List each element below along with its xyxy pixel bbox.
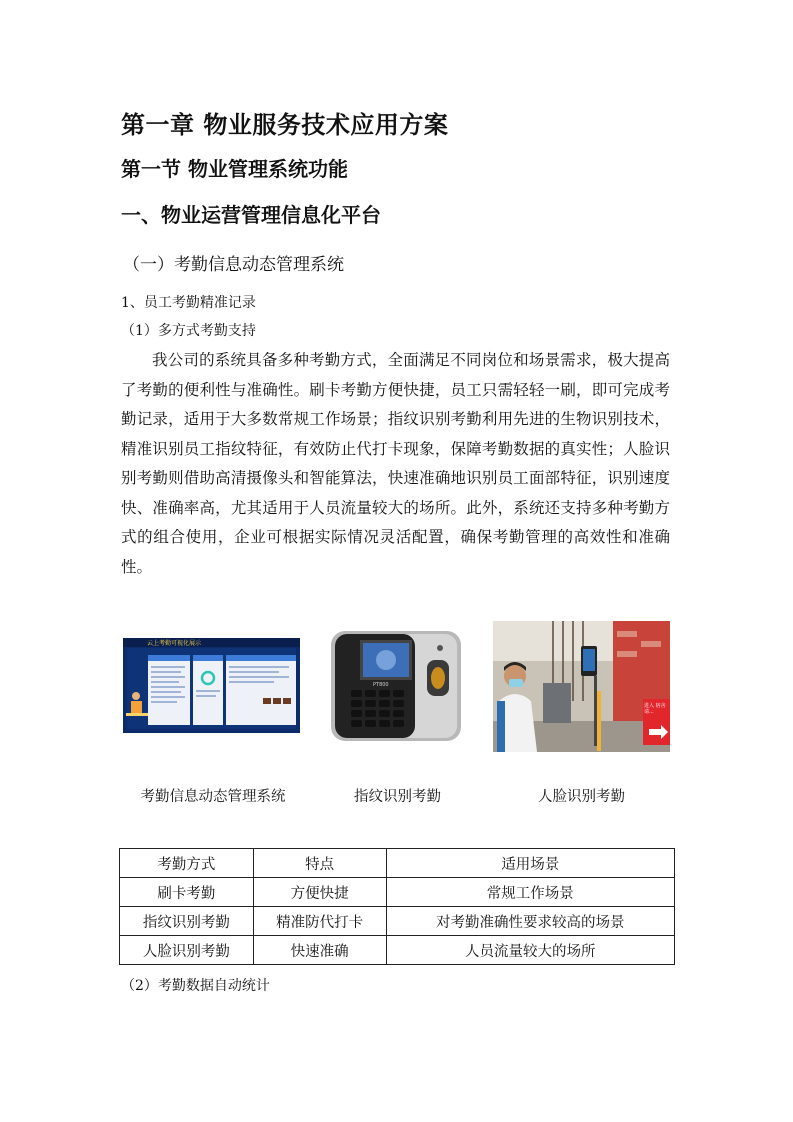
body-paragraph: 我公司的系统具备多种考勤方式，全面满足不同岗位和场景需求，极大提高了考勤的便利性与准确性。刷卡考勤方便快捷，员工只需轻轻一刷，即可完成考勤记录，适用于大多数常规工作场景；指纹识别考勤利用先进的生物识别技术，精准识别员工指纹特征，有效防止代打卡现象，保障考勤数据的真实性；人脸识别考勤则借助高清摄像头和智能算法，快速准确地识别员工面部特征，识别速度快、准确率高，尤其适用于人员流量较大的场所。此外，系统还支持多种考勤方式的组合使用，企业可根据实际情况灵活配置，确保考勤管理的高效性和准确性。 [121, 351, 670, 576]
face-recognition-photo [493, 621, 670, 752]
caption-face: 人脸识别考勤 [538, 789, 625, 805]
table-cell: 快速准确 [253, 936, 386, 965]
table-header-row [120, 849, 675, 878]
attendance-methods-table [119, 848, 675, 965]
section-title: 第一节 物业管理系统功能 [121, 157, 348, 181]
dashboard-illustration [123, 638, 300, 733]
subsection-title: 一、物业运营管理信息化平台 [121, 203, 381, 227]
face-recognition-illustration [493, 621, 670, 752]
chapter-title: 第一章 物业服务技术应用方案 [121, 111, 449, 139]
table-header-feature: 特点 [253, 849, 386, 878]
dashboard-screen-title: 云上考勤可视化展示 [147, 640, 202, 647]
fingerprint-device-illustration [329, 628, 464, 744]
table-cell: 精准防代打卡 [253, 907, 386, 936]
part-title: （一）考勤信息动态管理系统 [123, 255, 344, 275]
table-cell: 对考勤准确性要求较高的场景 [386, 907, 674, 936]
table-header-method: 考勤方式 [120, 849, 254, 878]
table-header-scenario: 适用场景 [386, 849, 674, 878]
device-brand-label: PT800 [373, 682, 389, 688]
table-cell: 人员流量较大的场所 [386, 936, 674, 965]
caption-fingerprint: 指纹识别考勤 [354, 789, 441, 805]
table-row [120, 878, 675, 907]
caption-dashboard: 考勤信息动态管理系统 [140, 789, 286, 805]
table-cell: 刷卡考勤 [120, 878, 254, 907]
fingerprint-device-photo [329, 628, 464, 744]
dashboard-screenshot [123, 638, 300, 733]
table-cell: 方便快捷 [253, 878, 386, 907]
next-subitem-title: （2）考勤数据自动统计 [121, 978, 270, 994]
table-cell: 指纹识别考勤 [120, 907, 254, 936]
entry-sign-text: 进入 宿舍请... [644, 703, 666, 715]
table-cell: 人脸识别考勤 [120, 936, 254, 965]
table-row [120, 936, 675, 965]
subitem-title: （1）多方式考勤支持 [121, 323, 256, 339]
table-row [120, 907, 675, 936]
item-title: 1、员工考勤精准记录 [121, 295, 256, 311]
table-cell: 常规工作场景 [386, 878, 674, 907]
